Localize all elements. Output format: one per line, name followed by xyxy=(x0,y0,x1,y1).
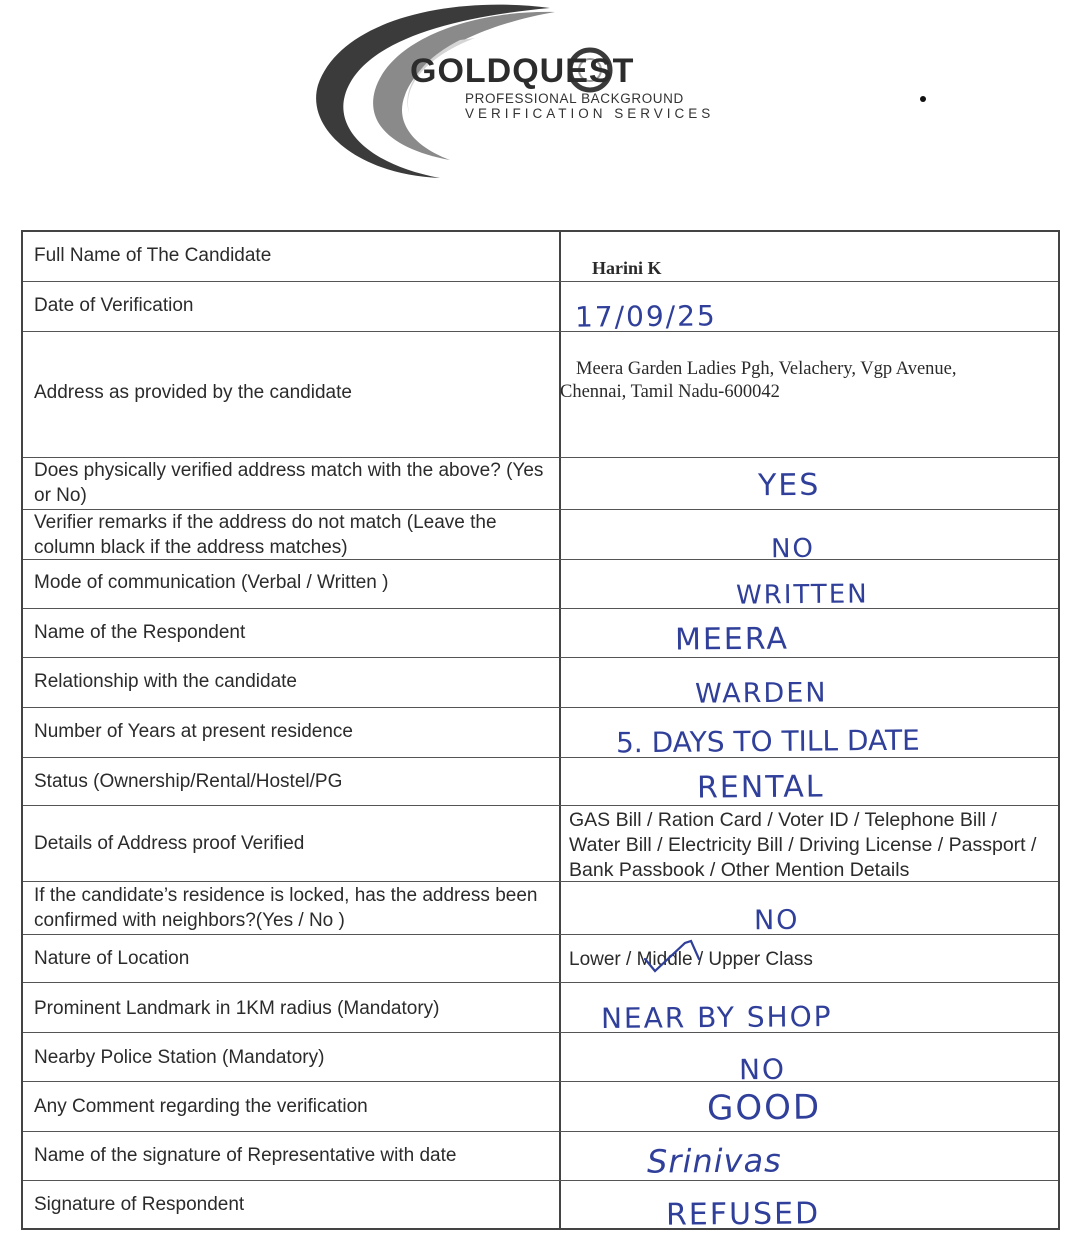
value-landmark: NEAR BY SHOP xyxy=(600,999,833,1036)
label-address-match: Does physically verified address match with the above? (Yes or No) xyxy=(34,460,544,506)
label-status: Status (Ownership/Rental/Hostel/PG xyxy=(34,771,343,792)
value-relationship: WARDEN xyxy=(694,677,828,710)
row-address xyxy=(23,332,1058,458)
value-verification-comment: GOOD xyxy=(706,1087,822,1129)
value-respondent-signature: REFUSED xyxy=(665,1196,821,1233)
label-verifier-remarks: Verifier remarks if the address do not match (Leave the column black if the address matches) xyxy=(34,512,497,558)
label-address: Address as provided by the candidate xyxy=(34,382,352,403)
verification-form xyxy=(21,230,1060,1233)
row-verification-comment xyxy=(23,1082,1058,1132)
label-representative-signature: Name of the signature of Representative with date xyxy=(34,1145,457,1166)
check-mark-icon xyxy=(641,937,721,977)
label-date-of-verification: Date of Verification xyxy=(34,295,194,316)
value-mode-of-communication: WRITTEN xyxy=(735,579,869,611)
row-address-proof xyxy=(23,806,1058,882)
value-neighbors-confirmation: NO xyxy=(753,904,800,937)
value-address-proof: GAS Bill / Ration Card / Voter ID / Telephone Bill / Water Bill / Electricity Bill / Driving License / Passport / Bank Passbook / Other Mention Details xyxy=(569,809,1037,881)
label-address-proof: Details of Address proof Verified xyxy=(34,833,305,854)
value-police-station: NO xyxy=(738,1052,787,1087)
value-years-at-residence: 5. DAYS TO TILL DATE xyxy=(615,723,920,760)
brand-tagline-1: PROFESSIONAL BACKGROUND xyxy=(465,91,684,106)
label-relationship: Relationship with the candidate xyxy=(34,671,298,692)
row-status xyxy=(23,758,1058,806)
row-police-station xyxy=(23,1033,1058,1087)
row-representative-signature xyxy=(23,1132,1058,1181)
row-neighbors-confirmation xyxy=(23,882,1058,935)
value-address-line-2: Chennai, Tamil Nadu-600042 xyxy=(560,382,780,402)
label-mode-of-communication: Mode of communication (Verbal / Written ) xyxy=(34,572,389,593)
value-address-line-1: Meera Garden Ladies Pgh, Velachery, Vgp Avenue, xyxy=(576,359,957,379)
company-logo xyxy=(300,0,780,190)
value-respondent-name: MEERA xyxy=(674,621,790,658)
row-respondent-name xyxy=(23,609,1058,658)
label-nature-of-location: Nature of Location xyxy=(34,948,190,969)
label-police-station: Nearby Police Station (Mandatory) xyxy=(34,1047,325,1068)
value-nature-of-location: Lower / Middle / Upper Class xyxy=(569,949,813,970)
value-date-of-verification: 17/09/25 xyxy=(574,299,717,334)
row-candidate-name xyxy=(23,232,1058,282)
label-landmark: Prominent Landmark in 1KM radius (Mandatory) xyxy=(34,998,440,1019)
value-status: RENTAL xyxy=(696,769,825,806)
value-representative-signature: Srinivas xyxy=(646,1141,782,1181)
row-relationship xyxy=(23,658,1058,708)
row-date-of-verification xyxy=(23,282,1058,332)
brand-name: GOLDQUEST xyxy=(410,52,635,90)
value-address-match: YES xyxy=(757,467,821,504)
value-verifier-remarks: NO xyxy=(770,533,816,565)
value-candidate-name: Harini K xyxy=(592,258,662,278)
row-landmark xyxy=(23,983,1058,1036)
label-respondent-signature: Signature of Respondent xyxy=(34,1194,245,1215)
row-respondent-signature xyxy=(23,1181,1058,1233)
row-address-match xyxy=(23,458,1058,510)
row-verifier-remarks xyxy=(23,510,1058,565)
row-mode-of-communication xyxy=(23,560,1058,609)
label-years-at-residence: Number of Years at present residence xyxy=(34,721,353,742)
row-nature-of-location xyxy=(23,935,1058,983)
label-neighbors-confirmation: If the candidate’s residence is locked, has the address been confirmed with neighbors?(Yes / No ) xyxy=(34,885,538,931)
ink-speck xyxy=(920,96,926,102)
label-candidate-name: Full Name of The Candidate xyxy=(34,245,272,266)
row-years-at-residence xyxy=(23,708,1058,758)
label-verification-comment: Any Comment regarding the verification xyxy=(34,1096,368,1117)
brand-tagline-2: VERIFICATION SERVICES xyxy=(465,106,715,121)
label-respondent-name: Name of the Respondent xyxy=(34,622,246,643)
